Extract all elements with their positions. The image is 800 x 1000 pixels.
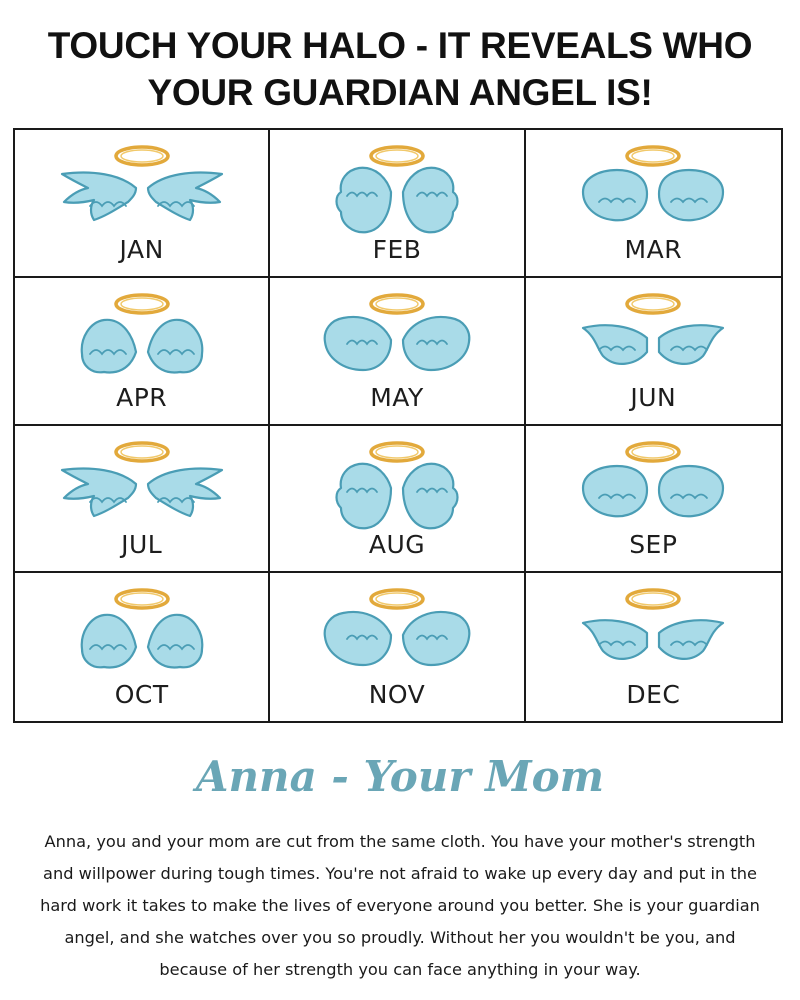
wing-right-icon [148, 173, 222, 220]
wing-left-icon [81, 615, 135, 668]
wings-halo-icon [287, 144, 507, 240]
wings-halo-icon [287, 292, 507, 388]
month-cell-feb[interactable] [270, 130, 525, 278]
month-cell-mar[interactable] [526, 130, 781, 278]
month-label: DEC [626, 680, 681, 709]
wing-right-icon [148, 468, 222, 515]
month-cell-nov[interactable] [270, 573, 525, 721]
wing-right-icon [403, 168, 458, 232]
halo-inner-ring [632, 150, 674, 162]
wing-right-icon [659, 170, 723, 220]
wing-right-icon [148, 320, 202, 373]
month-label: NOV [368, 680, 426, 709]
wings-halo-icon [32, 587, 252, 683]
month-cell-jun[interactable] [526, 278, 781, 426]
halo-inner-ring [121, 446, 163, 458]
halo-inner-ring [376, 446, 418, 458]
halo-inner-ring [121, 298, 163, 310]
wings-halo-icon [32, 144, 252, 240]
wings-halo-icon [543, 440, 763, 536]
month-cell-jul[interactable] [15, 426, 270, 574]
month-cell-oct[interactable] [15, 573, 270, 721]
wing-left-icon [583, 325, 647, 364]
title-line-1: TOUCH YOUR HALO - IT REVEALS WHO [47, 25, 753, 66]
halo-inner-ring [632, 298, 674, 310]
month-label: SEP [629, 530, 678, 560]
month-label: FEB [372, 234, 422, 264]
month-label: JAN [119, 234, 164, 264]
month-label: JUL [121, 530, 163, 560]
wing-left-icon [583, 466, 647, 516]
wing-left-icon [583, 620, 647, 659]
wings-halo-icon [543, 587, 763, 683]
month-grid [13, 128, 783, 723]
month-label: APR [116, 382, 168, 412]
wing-left-icon [62, 468, 136, 515]
wings-halo-icon [287, 587, 507, 683]
wing-left-icon [336, 168, 391, 232]
wings-halo-icon [287, 440, 507, 536]
month-cell-dec[interactable] [526, 573, 781, 721]
result-description: Anna, you and your mom are cut from the same cloth. You have your mother's strength and willpower during tough times. You're not afraid to wake up every day and put in the hard work it takes to make the lives of everyone around you better. She is your guardian angel, and she watches over you so proudly. Without her you wouldn't be you, and because of her strength you can face anything in your way. [40, 832, 760, 979]
page-title [0, 22, 800, 116]
wings-halo-icon [543, 144, 763, 240]
wing-right-icon [659, 325, 723, 364]
month-cell-apr[interactable] [15, 278, 270, 426]
result-heading: Anna - Your Mom [195, 752, 605, 801]
month-label: AUG [368, 530, 426, 560]
halo-inner-ring [376, 593, 418, 605]
wing-left-icon [62, 173, 136, 220]
halo-inner-ring [632, 593, 674, 605]
month-label: OCT [114, 680, 169, 709]
halo-inner-ring [376, 298, 418, 310]
wing-left-icon [81, 320, 135, 373]
wings-halo-icon [32, 440, 252, 536]
month-label: MAR [624, 234, 683, 264]
halo-inner-ring [121, 150, 163, 162]
halo-inner-ring [121, 593, 163, 605]
month-cell-jan[interactable] [15, 130, 270, 278]
month-cell-aug[interactable] [270, 426, 525, 574]
halo-inner-ring [376, 150, 418, 162]
month-cell-may[interactable] [270, 278, 525, 426]
wing-right-icon [148, 615, 202, 668]
halo-inner-ring [632, 446, 674, 458]
wing-right-icon [659, 620, 723, 659]
month-label: MAY [370, 382, 424, 412]
wing-left-icon [583, 170, 647, 220]
wing-left-icon [336, 463, 391, 527]
wings-halo-icon [543, 292, 763, 388]
wings-halo-icon [32, 292, 252, 388]
month-cell-sep[interactable] [526, 426, 781, 574]
month-label: JUN [630, 382, 677, 412]
wing-right-icon [403, 463, 458, 527]
title-line-2: YOUR GUARDIAN ANGEL IS! [147, 72, 653, 113]
wing-right-icon [659, 466, 723, 516]
